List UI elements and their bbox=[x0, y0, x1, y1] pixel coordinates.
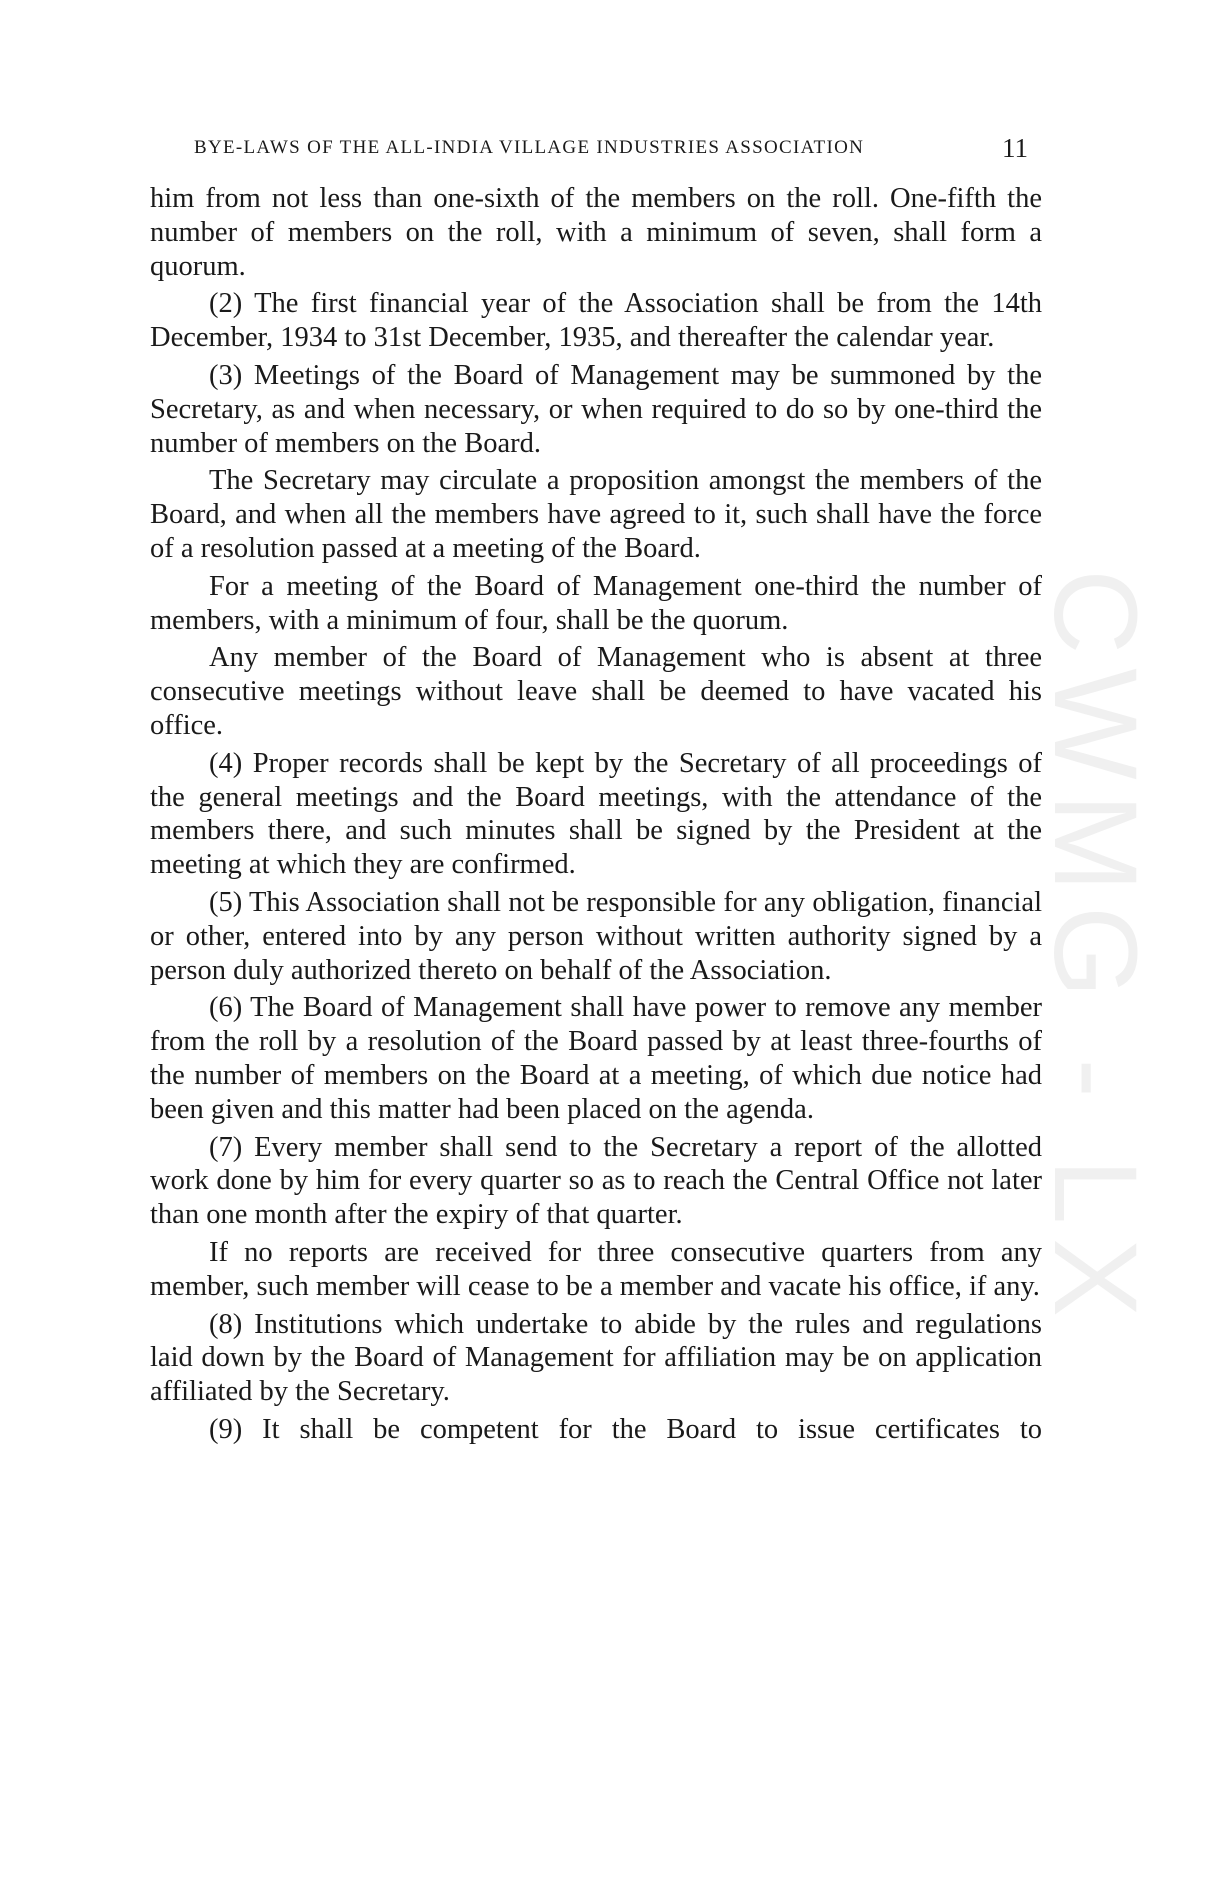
paragraph: (2) The first financial year of the Association shall be from the 14th December, 1934 to 31st December, 1935, and thereafter the calendar year. bbox=[150, 288, 1042, 354]
watermark bbox=[1029, 540, 1161, 1360]
running-title: BYE-LAWS OF THE ALL-INDIA VILLAGE INDUSTRIES ASSOCIATION bbox=[194, 137, 865, 158]
paragraph: Any member of the Board of Management who is absent at three consecutive meetings without leave shall be deemed to have vacated his office. bbox=[150, 642, 1042, 741]
paragraph: (6) The Board of Management shall have power to remove any member from the roll by a resolution of the Board passed by at least three-fourths of the number of members on the Board at a meeting, of which due notice had been given and this matter had been placed on the agenda. bbox=[150, 992, 1042, 1125]
paragraph: (5) This Association shall not be responsible for any obligation, financial or other, entered into by any person without written authority signed by a person duly authorized thereto on behalf of the Association. bbox=[150, 886, 1042, 986]
paragraph: him from not less than one-sixth of the members on the roll. One-fifth the number of members on the roll, with a minimum of seven, shall form a quorum. bbox=[150, 183, 1042, 282]
paragraph: (3) Meetings of the Board of Management may be summoned by the Secretary, as and when necessary, or when required to do so by one-third the number of members on the Board. bbox=[150, 359, 1042, 459]
paragraph: (7) Every member shall send to the Secretary a report of the allotted work done by him for every quarter so as to reach the Central Office not later than one month after the expiry of that quarter. bbox=[150, 1131, 1042, 1231]
paragraph: For a meeting of the Board of Management one-third the number of members, with a minimum of four, shall be the quorum. bbox=[150, 570, 1042, 636]
paragraph: (8) Institutions which undertake to abide by the rules and regulations laid down by the Board of Management for affiliation may be on application affiliated by the Secretary. bbox=[150, 1308, 1042, 1408]
paragraph: (9) It shall be competent for the Board to issue certificates to bbox=[209, 1413, 1042, 1445]
paragraph: The Secretary may circulate a proposition amongst the members of the Board, and when all the members have agreed to it, such shall have the force of a resolution passed at a meeting of the Board. bbox=[150, 465, 1042, 564]
paragraph: (4) Proper records shall be kept by the Secretary of all proceedings of the general meetings and the Board meetings, with the attendance of the members there, and such minutes shall be signed by the President at the meeting at which they are confirmed. bbox=[150, 747, 1042, 881]
paragraph: If no reports are received for three consecutive quarters from any member, such member will cease to be a member and vacate his office, if any. bbox=[150, 1236, 1042, 1302]
page-number: 11 bbox=[1002, 133, 1028, 163]
watermark-text: CWMG - LX bbox=[1029, 569, 1161, 1331]
body-text bbox=[150, 182, 1042, 1451]
running-head bbox=[194, 133, 1054, 167]
